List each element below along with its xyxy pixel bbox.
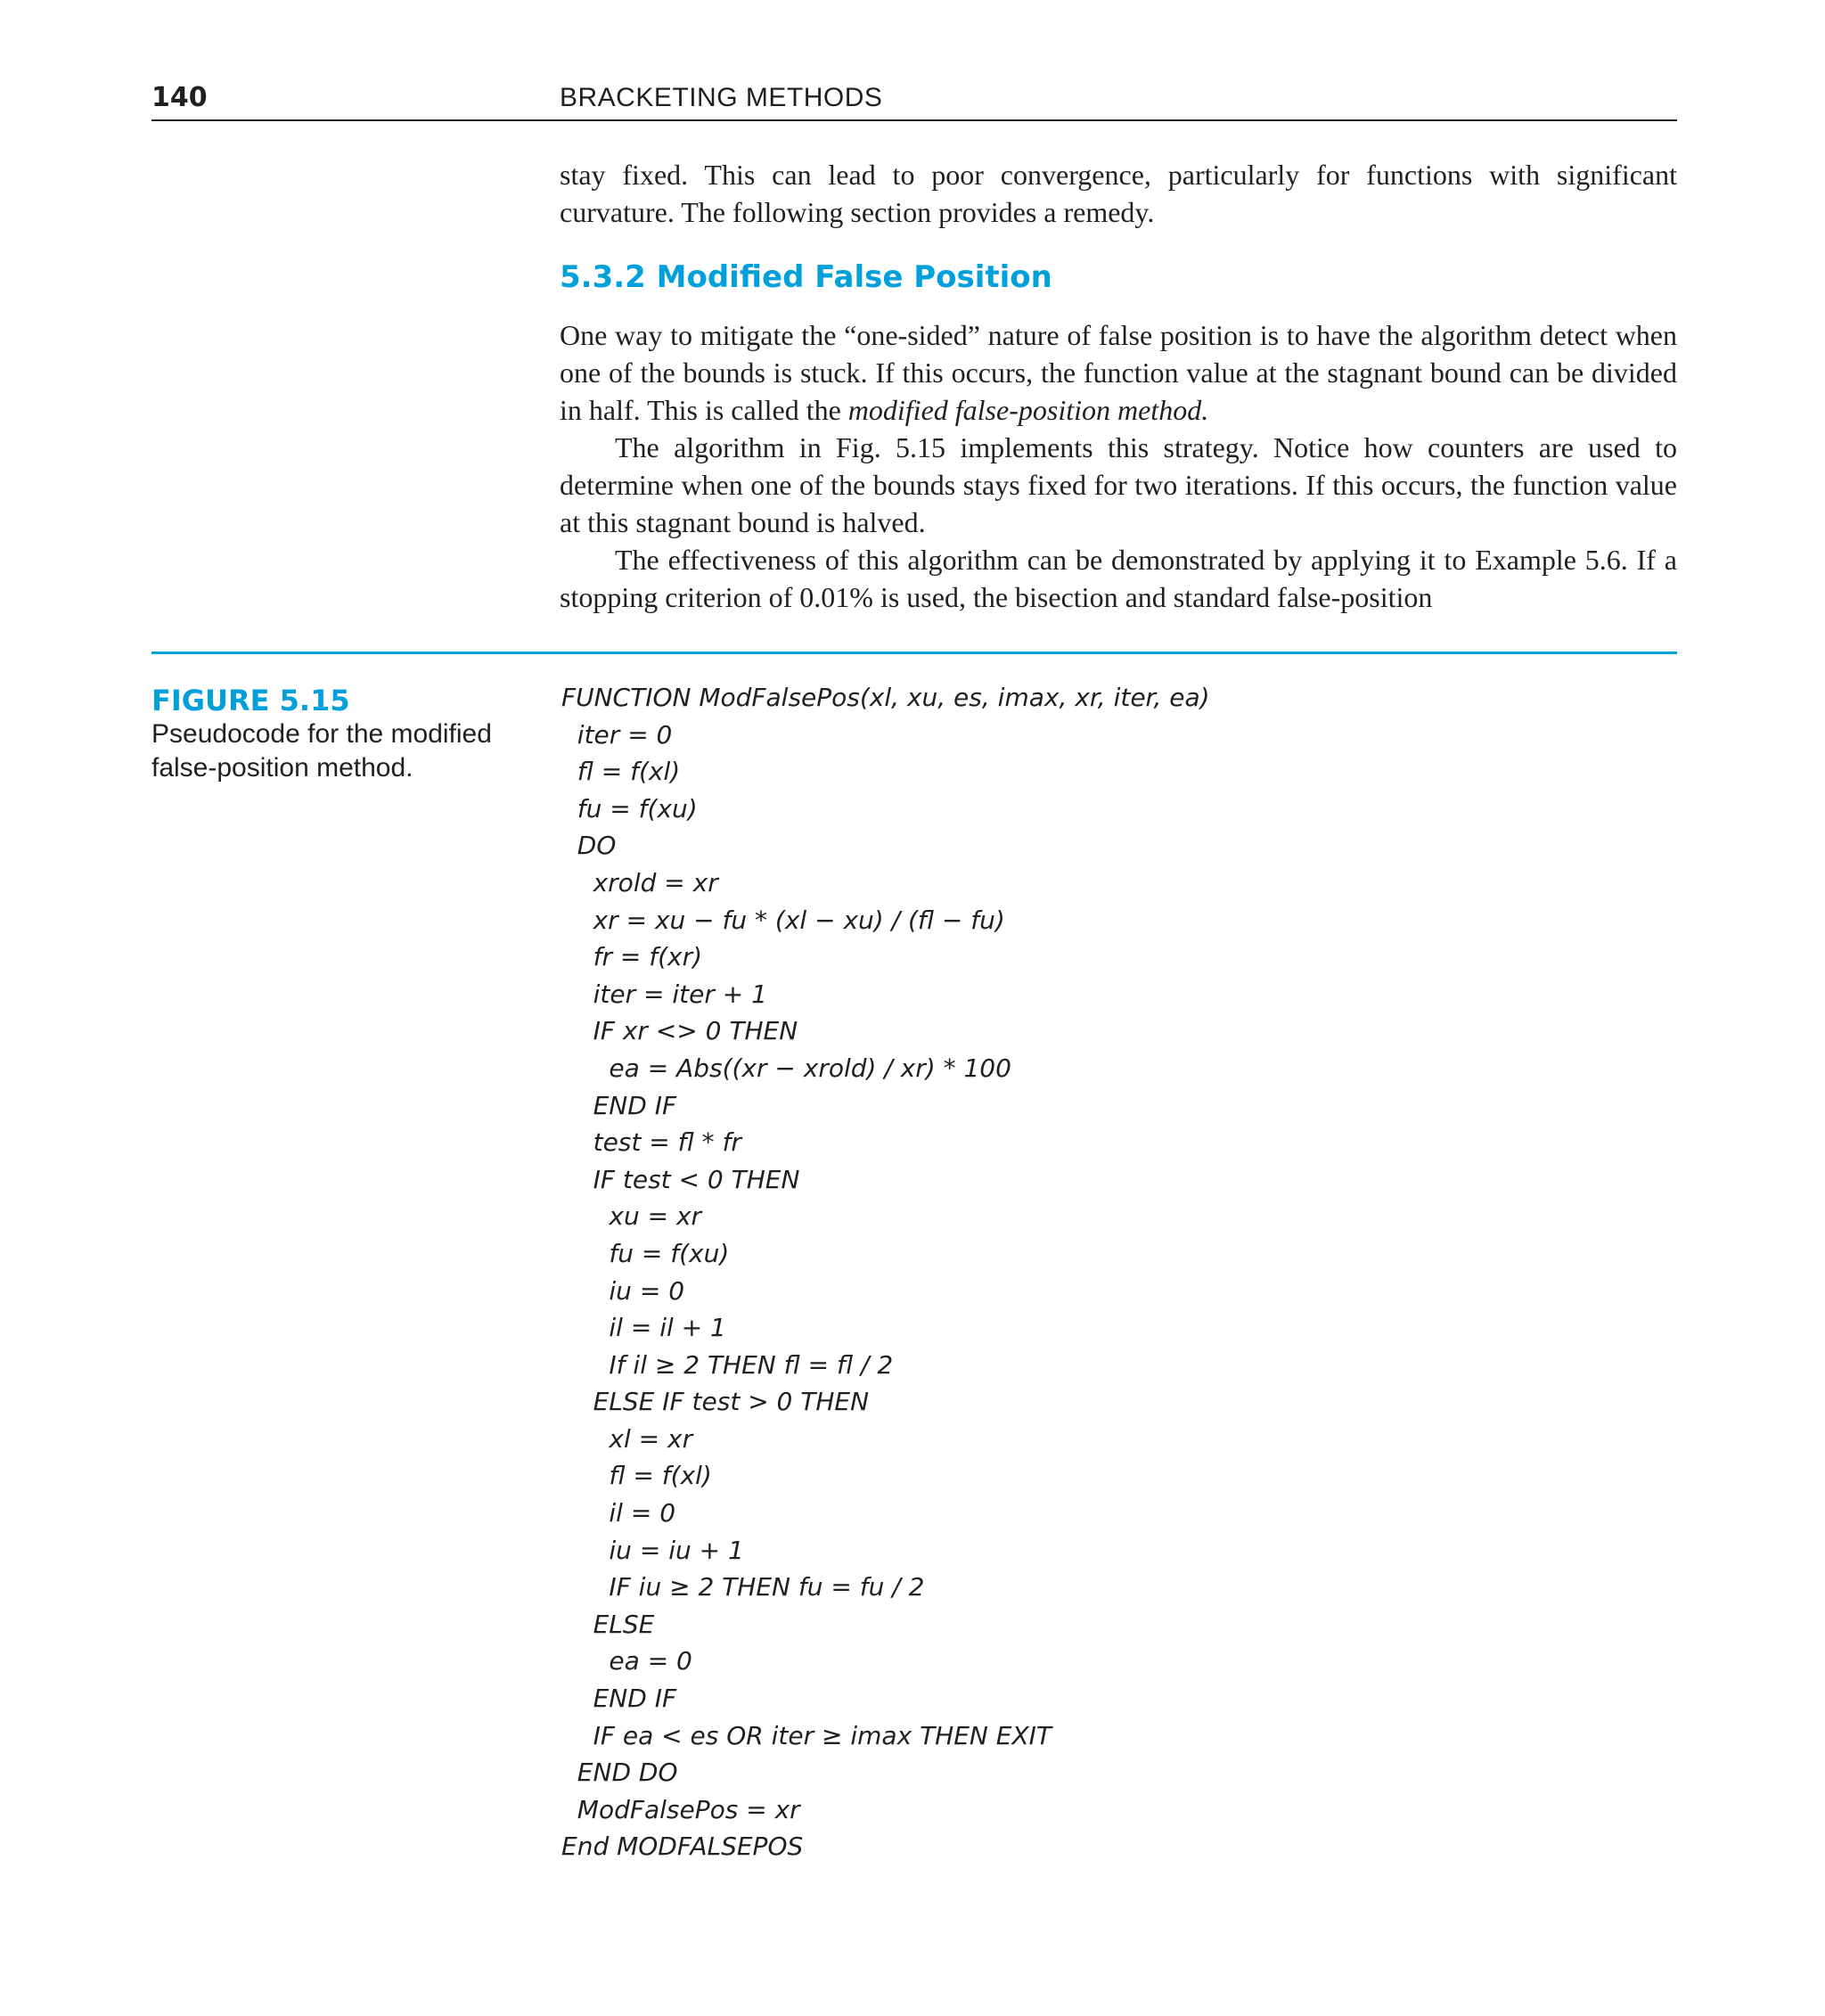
code-line: xl = xr <box>561 1423 693 1454</box>
running-head: BRACKETING METHODS <box>560 83 883 112</box>
code-line: xu = xr <box>561 1201 702 1232</box>
code-line: ModFalsePos = xr <box>561 1794 800 1824</box>
body-paragraph-top <box>560 156 1677 231</box>
page-header <box>151 80 1677 121</box>
page-number: 140 <box>151 82 208 113</box>
code-line: End MODFALSEPOS <box>561 1832 804 1862</box>
paragraph-continuation: stay fixed. This can lead to poor convergence, particularly for functions with significant curvature. The following section provides a remedy. <box>560 159 1677 228</box>
body-section-text <box>560 316 1677 616</box>
code-line: IF xr <> 0 THEN <box>561 1016 798 1046</box>
paragraph-1-emphasis: modified false-position method. <box>847 394 1209 426</box>
paragraph-3: The effectiveness of this algorithm can be demonstrated by applying it to Example 5.6. If a stopping criterion of 0.01% is used, the bisection and standard false-position <box>560 544 1677 613</box>
code-line: fl = f(xl) <box>561 1461 712 1491</box>
code-line: iu = iu + 1 <box>561 1535 744 1565</box>
code-line: xrold = xr <box>561 867 718 897</box>
section-heading: 5.3.2 Modified False Position <box>560 259 1052 295</box>
code-line: fu = f(xu) <box>561 1238 730 1268</box>
code-line: IF ea < es OR iter ≥ imax THEN EXIT <box>561 1720 1052 1750</box>
figure-label: FIGURE 5.15 <box>151 684 350 717</box>
paragraph-1 <box>560 316 1677 429</box>
code-line: IF iu ≥ 2 THEN fu = fu / 2 <box>561 1572 925 1602</box>
code-line: fl = f(xl) <box>561 757 681 787</box>
code-line: test = fl * fr <box>561 1127 741 1158</box>
paragraph-1-text: One way to mitigate the “one-sided” nature of false position is to have the algorithm detect when one of the bounds is stuck. If this occurs, the function value at the stagnant bound can be divided in half. This is called the <box>560 319 1677 426</box>
code-line: fr = f(xr) <box>561 942 703 972</box>
code-line: fu = f(xu) <box>561 793 698 824</box>
code-line: il = 0 <box>561 1498 676 1528</box>
code-line: ea = Abs((xr − xrold) / xr) * 100 <box>561 1053 1011 1083</box>
code-line: iter = 0 <box>561 719 673 750</box>
code-line: ELSE IF test > 0 THEN <box>561 1387 870 1417</box>
code-line: ea = 0 <box>561 1646 692 1676</box>
code-line: iu = 0 <box>561 1275 685 1306</box>
code-line: END DO <box>561 1758 678 1788</box>
code-line: iter = iter + 1 <box>561 979 767 1009</box>
code-line: END IF <box>561 1090 677 1120</box>
pseudocode-block <box>561 679 1210 1865</box>
code-line: END IF <box>561 1684 677 1714</box>
figure-caption: Pseudocode for the modified false-position method. <box>151 719 492 783</box>
code-line: If il ≥ 2 THEN fl = fl / 2 <box>561 1349 894 1380</box>
code-line: IF test < 0 THEN <box>561 1164 800 1194</box>
code-line: il = il + 1 <box>561 1313 726 1343</box>
code-line: xr = xu − fu * (xl − xu) / (fl − fu) <box>561 905 1005 935</box>
figure-divider <box>151 652 1677 654</box>
code-line: ELSE <box>561 1609 655 1639</box>
paragraph-2: The algorithm in Fig. 5.15 implements this strategy. Notice how counters are used to determine when one of the bounds stays fixed for two iterations. If this occurs, the function value at this stagnant bound is halved. <box>560 431 1677 538</box>
code-line: DO <box>561 831 617 861</box>
code-line: FUNCTION ModFalsePos(xl, xu, es, imax, xr, iter, ea) <box>561 683 1210 712</box>
